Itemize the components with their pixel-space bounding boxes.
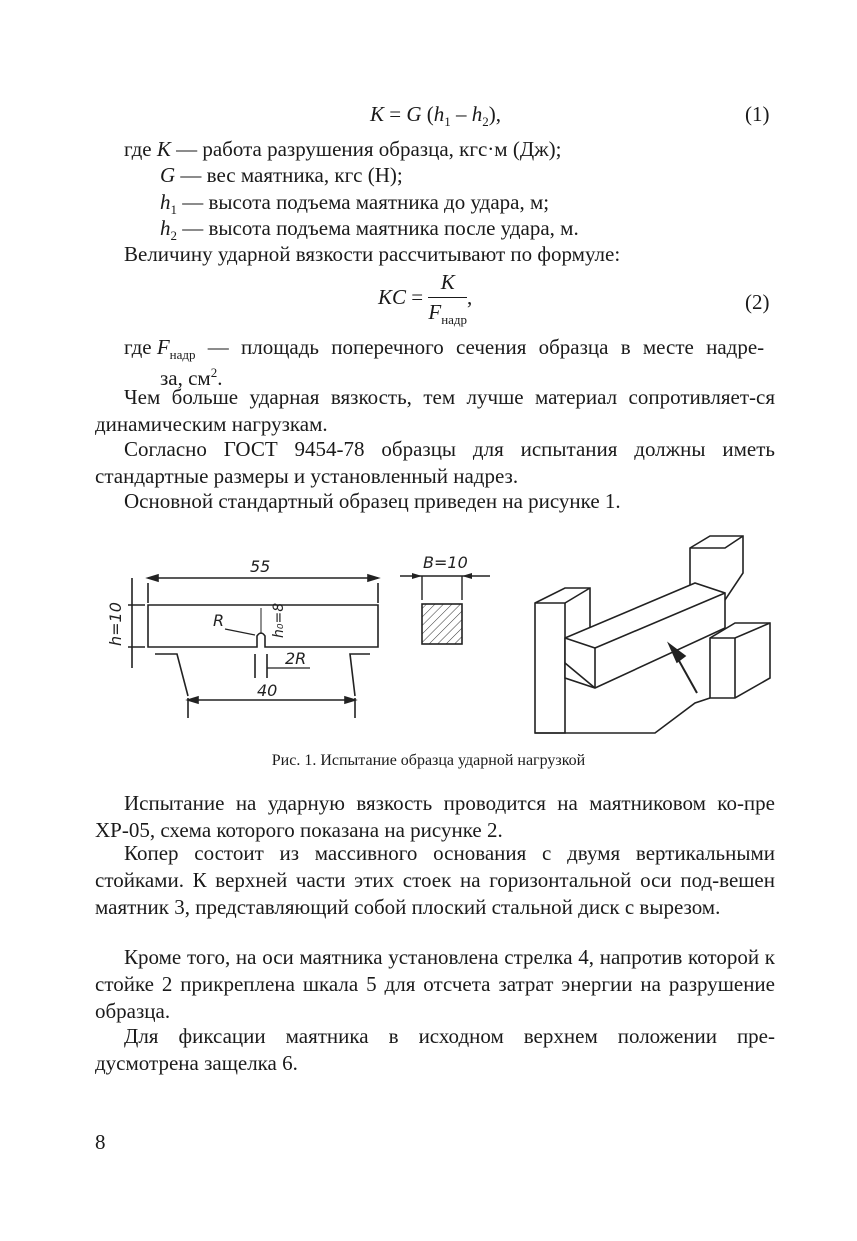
- cross-section-drawing: [400, 573, 490, 644]
- equation-2: KC = $\frac{K}{F_{надр}}$ ,: [378, 270, 473, 328]
- dim-h10-label: h=10: [106, 602, 125, 646]
- def-h1: $h_1$ — высота подъема маятника до удара, м;: [160, 190, 550, 218]
- def-f-line2: за, $см^2$.: [160, 365, 223, 390]
- isometric-test-drawing: [535, 536, 770, 733]
- paragraph-3: Основной стандартный образец приведен на рисунке 1.: [124, 489, 621, 513]
- paragraph-7: Для фиксации маятника в исходном верхнем положении пре-дусмотрена защелка 6.: [95, 1024, 775, 1075]
- eq1-k: K: [370, 102, 385, 126]
- equation-1-number: (1): [745, 102, 770, 126]
- paragraph-2: Согласно ГОСТ 9454-78 образцы для испытания должны иметь стандартные размеры и установленный надрез.: [95, 437, 775, 488]
- def-f-line1: где $F_{надр}$ — площадь поперечного сечения образца в месте надре-: [124, 335, 765, 363]
- radius-label: R: [213, 611, 225, 630]
- paragraph-6: Кроме того, на оси маятника установлена стрелка 4, напротив которой к стойке 2 прикреплена шкала 5 для отсчета затрат энергии на разрушение образца.: [95, 945, 775, 1023]
- page-number: 8: [95, 1130, 106, 1154]
- equation-2-number: (2): [745, 290, 770, 314]
- paragraph-1: Чем больше ударная вязкость, тем лучше материал сопротивляет-ся динамическим нагрузкам.: [95, 385, 775, 436]
- dim-55-label: 55: [250, 557, 271, 576]
- fraction: $\frac{K}{F_{надр}}$: [428, 270, 468, 328]
- paragraph-5: Копер состоит из массивного основания с двумя вертикальными стойками. К верхней части этих стоек на горизонтальной оси под-вешен маятник 3, представляющий собой плоский стальной диск с вырезом.: [95, 841, 775, 919]
- dim-b10-label: B=10: [423, 553, 468, 572]
- formula-intro: Величину ударной вязкости рассчитывают по формуле:: [124, 242, 621, 266]
- def-g: G — вес маятника, кгс (Н);: [160, 163, 403, 187]
- dim-40-label: 40: [257, 681, 278, 700]
- radius-2r-label: 2R: [285, 649, 307, 668]
- figure-caption: Рис. 1. Испытание образца ударной нагрузкой: [271, 752, 586, 769]
- specimen-drawing: [128, 575, 378, 718]
- dim-h0-label: h₀=8: [271, 602, 287, 638]
- paragraph-4: Испытание на ударную вязкость проводится на маятниковом ко-пре ХР-05, схема которого показана на рисунке 2.: [95, 791, 775, 842]
- def-h2: $h_2$ — высота подъема маятника после удара, м.: [160, 216, 579, 244]
- figure-1: [95, 528, 785, 748]
- equation-1: K = G $(h_1 - h_2)$,: [370, 102, 502, 130]
- def-k: где K — работа разрушения образца, кгс·м (Дж);: [124, 137, 562, 161]
